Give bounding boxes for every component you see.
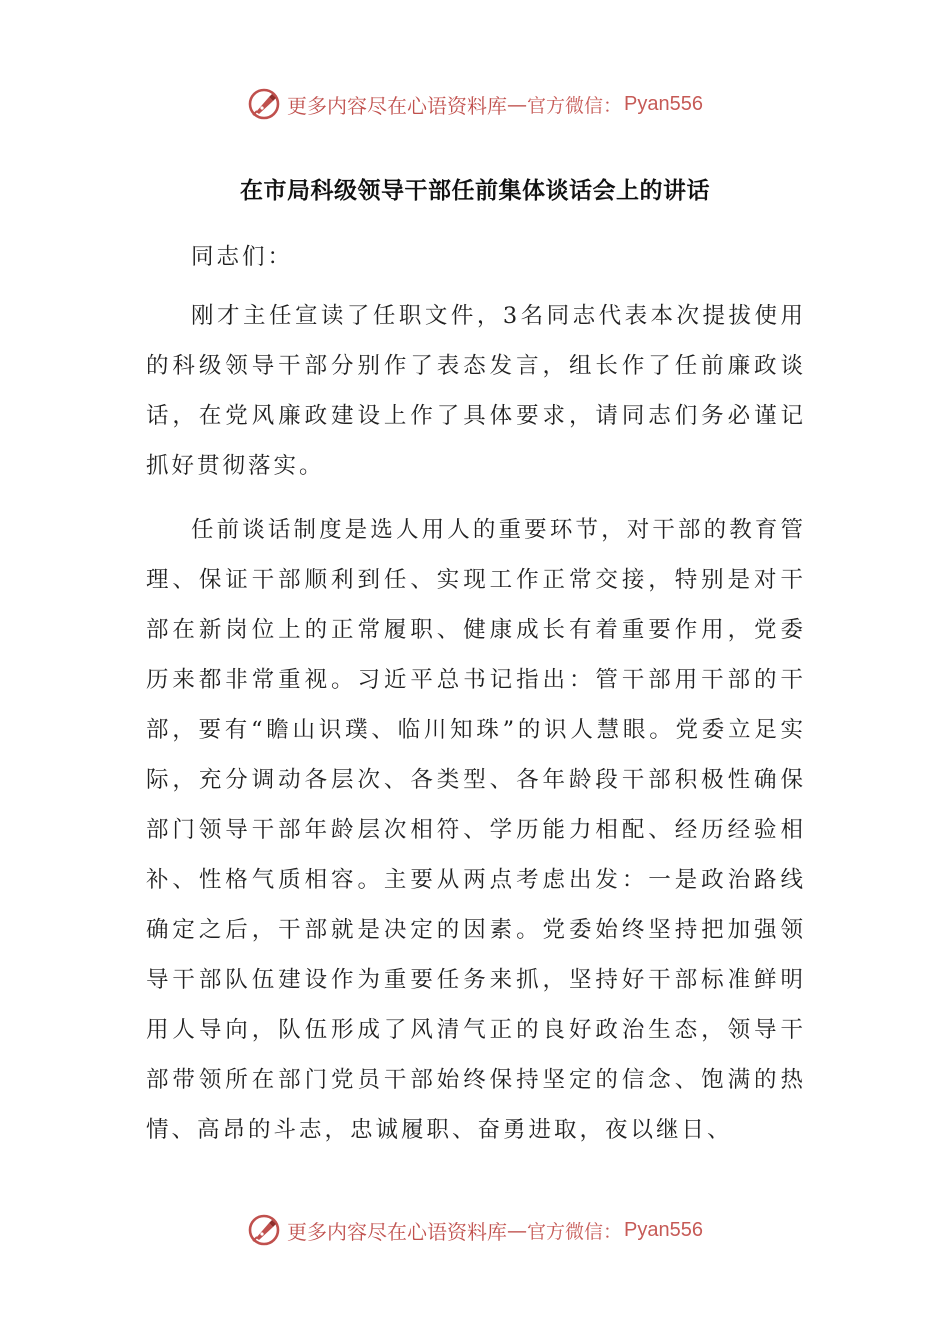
watermark-main-text: 更多内容尽在心语资料库 [287,93,507,118]
watermark-wechat-id: Pyan556 [624,92,703,115]
watermark-separator: — [507,92,527,116]
watermark-wechat-id: Pyan556 [624,1218,703,1241]
watermark-wechat-label: 官方微信： [527,94,623,117]
watermark-wechat-label: 官方微信： [527,1220,623,1243]
watermark-separator: — [507,1218,527,1242]
pen-nib-logo-icon [247,87,281,121]
bottom-watermark-banner [0,1210,950,1250]
document-body [146,237,806,1155]
paragraph-1: 刚才主任宣读了任职文件，3名同志代表本次提拔使用的科级领导干部分别作了表态发言，组长作了任前廉政谈话，在党风廉政建设上作了具体要求，请同志们务必谨记抓好贯彻落实。 [146,303,806,479]
greeting-text: 同志们： [191,244,294,270]
top-watermark-banner [0,84,950,124]
pen-nib-logo-icon [247,1213,281,1247]
paragraph-2: 任前谈话制度是选人用人的重要环节，对干部的教育管理、保证干部顺利到任、实现工作正常交接，特别是对干部在新岗位上的正常履职、健康成长有着重要作用，党委历来都非常重视。习近平总书记指出：管干部用干部的干部，要有“瞻山识璞、临川知珠”的识人慧眼。党委立足实际，充分调动各层次、各类型、各年龄段干部积极性确保部门领导干部年龄层次相符、学历能力相配、经历经验相补、性格气质相容。主要从两点考虑出发：一是政治路线确定之后，干部就是决定的因素。党委始终坚持把加强领导干部队伍建设作为重要任务来抓，坚持好干部标准鲜明用人导向，队伍形成了风清气正的良好政治生态，领导干部带领所在部门党员干部始终保持坚定的信念、饱满的热情、高昂的斗志，忠诚履职、奋勇进取，夜以继日、 [146,517,806,1143]
watermark-main-text: 更多内容尽在心语资料库 [287,1219,507,1244]
document-title: 在市局科级领导干部任前集体谈话会上的讲话 [240,178,710,204]
